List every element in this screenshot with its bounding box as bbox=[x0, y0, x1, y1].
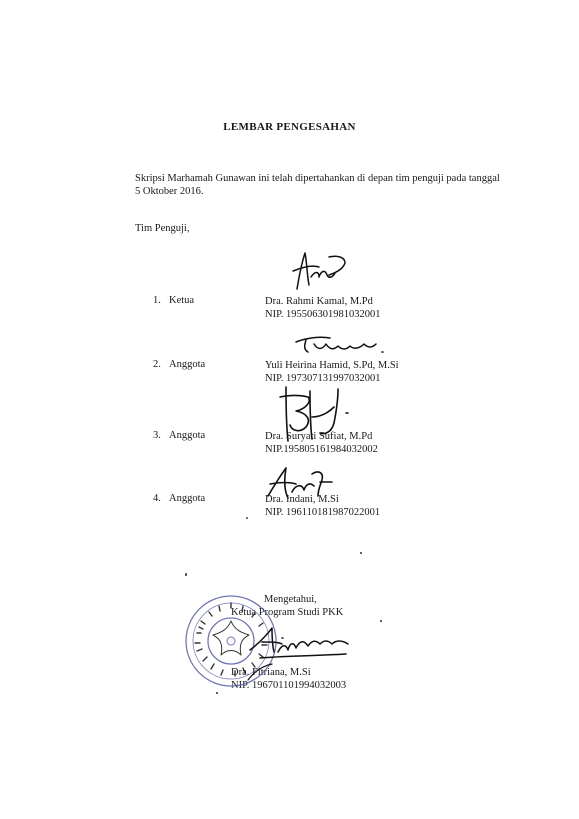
signature-examiner-4 bbox=[262, 464, 342, 500]
examiner-2-number: 2. bbox=[153, 359, 161, 370]
examiner-1-number: 1. bbox=[153, 295, 161, 306]
program-head-nip: NIP. 196701101994032003 bbox=[231, 680, 347, 691]
examiner-4-role: Anggota bbox=[169, 493, 206, 504]
examiner-4-name: Dra. Indani, M.Si bbox=[265, 494, 339, 505]
examiner-4-number: 4. bbox=[153, 493, 161, 504]
known-by-label: Mengetahui, bbox=[264, 594, 317, 605]
examiner-1-block bbox=[265, 295, 381, 321]
examiner-3-name: Dra. Suryati Sufiat, M.Pd bbox=[265, 431, 373, 442]
program-head-name: Dra. Fitriana, M.Si bbox=[231, 667, 311, 678]
intro-line-1: Skripsi Marhamah Gunawan ini telah dipertahankan di depan tim penguji pada tanggal bbox=[135, 173, 500, 184]
program-head-position: Ketua Program Studi PKK bbox=[231, 607, 344, 618]
examiner-2-name: Yuli Heirina Hamid, S.Pd, M.Si bbox=[265, 360, 399, 371]
examiner-2-nip: NIP. 197307131997032001 bbox=[265, 373, 381, 384]
paper-speck bbox=[216, 692, 218, 694]
team-heading: Tim Penguji, bbox=[135, 223, 190, 234]
examiner-3-role: Anggota bbox=[169, 430, 206, 441]
signature-examiner-3 bbox=[276, 383, 362, 443]
paper-speck bbox=[246, 517, 248, 519]
document-title: LEMBAR PENGESAHAN bbox=[223, 121, 356, 133]
intro-line-2: 5 Oktober 2016. bbox=[135, 186, 204, 197]
paper-speck bbox=[380, 620, 382, 622]
examiner-2-role: Anggota bbox=[169, 359, 206, 370]
examiner-3-nip: NIP.195805161984032002 bbox=[265, 444, 378, 455]
examiner-2-block bbox=[265, 359, 399, 385]
paper-speck bbox=[185, 573, 187, 576]
signature-program-head bbox=[242, 614, 352, 684]
signature-examiner-1 bbox=[283, 247, 353, 295]
paper-speck bbox=[360, 552, 362, 554]
intro-paragraph bbox=[135, 172, 545, 198]
examiner-3-number: 3. bbox=[153, 430, 161, 441]
examiner-1-name: Dra. Rahmi Kamal, M.Pd bbox=[265, 296, 373, 307]
examiner-1-nip: NIP. 195506301981032001 bbox=[265, 309, 381, 320]
signature-examiner-2 bbox=[292, 330, 392, 360]
examiner-1-role: Ketua bbox=[169, 295, 195, 306]
examiner-4-nip: NIP. 196110181987022001 bbox=[265, 507, 381, 518]
